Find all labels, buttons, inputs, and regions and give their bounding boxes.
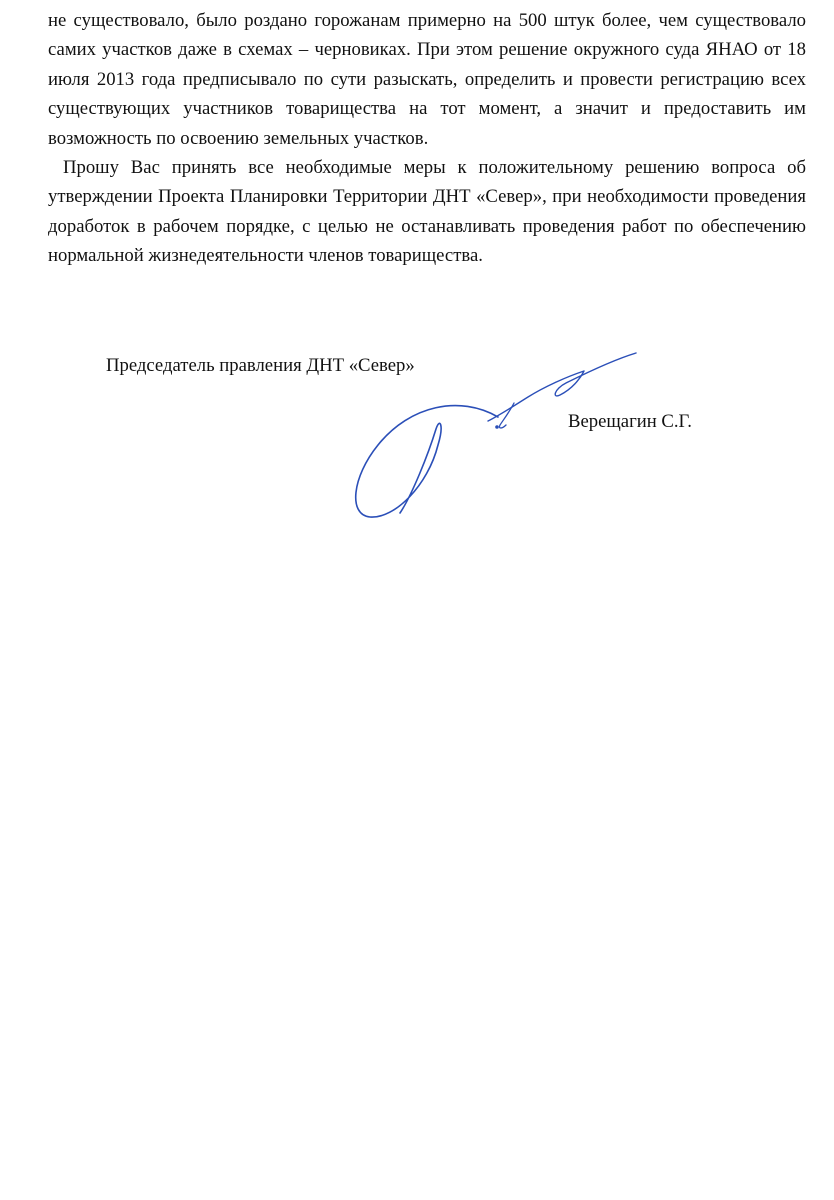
paragraph-request: Прошу Вас принять все необходимые меры к положительному решению вопроса об утверждении Проекта Планировки Территории ДНТ «Север», при необходимости проведения доработок в рабочем порядке, с целью не останавливать проведения работ по обеспечению нормальной жизнедеятельности членов товарищества. <box>48 157 806 267</box>
signature-loop-stroke <box>356 406 498 518</box>
signer-title: Председатель правления ДНТ «Север» <box>106 355 415 376</box>
paragraph-continuation: не существовало, было роздано горожанам примерно на 500 штук более, чем существовало самих участков даже в схемах – черновиках. При этом решение окружного суда ЯНАО от 18 июля 2013 года предписывало по сути разыскать, определить и провести регистрацию всех существующих участников товарищества на тот момент, а значит и предоставить им возможность по освоению земельных участков. <box>48 10 806 149</box>
signer-name: Верещагин С.Г. <box>568 411 692 432</box>
handwritten-signature <box>340 345 650 530</box>
letter-body <box>48 6 806 271</box>
signature-dot <box>495 425 499 429</box>
signature-hook-stroke <box>499 403 514 428</box>
